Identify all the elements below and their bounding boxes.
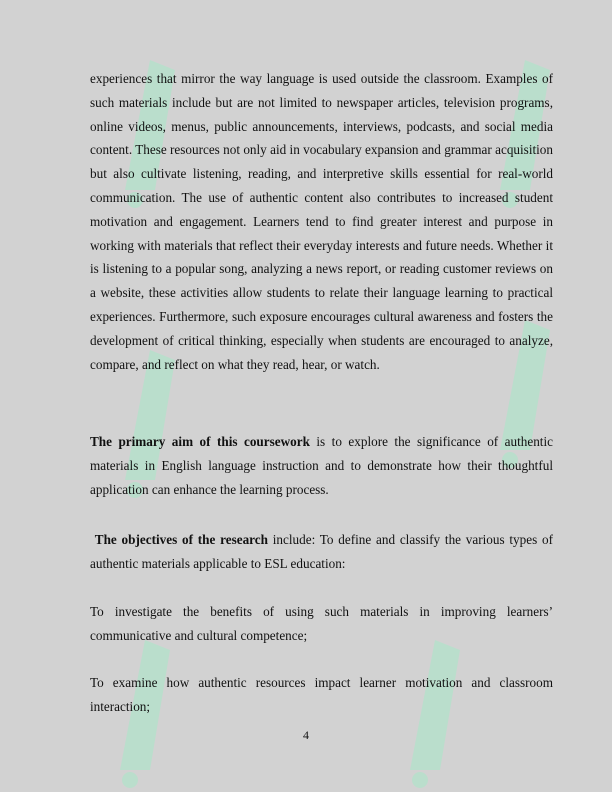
objective-item: To examine how authentic resources impact learner motivation and classroom interaction; <box>90 675 553 714</box>
objectives-paragraph <box>90 528 553 576</box>
aim-paragraph <box>90 430 553 501</box>
objective-item: To investigate the benefits of using such materials in improving learners’ communicative and cultural competence; <box>90 604 553 643</box>
body-paragraph: experiences that mirror the way language is used outside the classroom. Examples of such materials include but are not limited to newspaper articles, television programs, online videos, menus, public announcements, interviews, podcasts, and social media content. These resources not only aid in vocabulary expansion and grammar acquisition but also cultivate listening, reading, and interpretive skills essential for real-world communication. The use of authentic content also contributes to increased student motivation and engagement. Learners tend to find greater interest and purpose in working with materials that reflect their everyday interests and future needs. Whether it is listening to a popular song, analyzing a news report, or reading customer reviews on a website, these activities allow students to relate their language learning to practical experiences. Furthermore, such exposure encourages cultural awareness and fosters the development of critical thinking, especially when students are encouraged to analyze, compare, and reflect on what they read, hear, or watch. <box>90 71 553 372</box>
aim-heading: The primary aim of this coursework <box>90 434 310 449</box>
objectives-text: include: To define and classify the various types of authentic materials applicable to ESL education: <box>90 532 553 571</box>
aim-text: is to explore the significance of authentic materials in English language instruction and to demonstrate how their thoughtful application can enhance the learning process. <box>90 434 553 497</box>
objectives-heading: The objectives of the research <box>94 532 268 547</box>
page-number: 4 <box>303 728 309 742</box>
